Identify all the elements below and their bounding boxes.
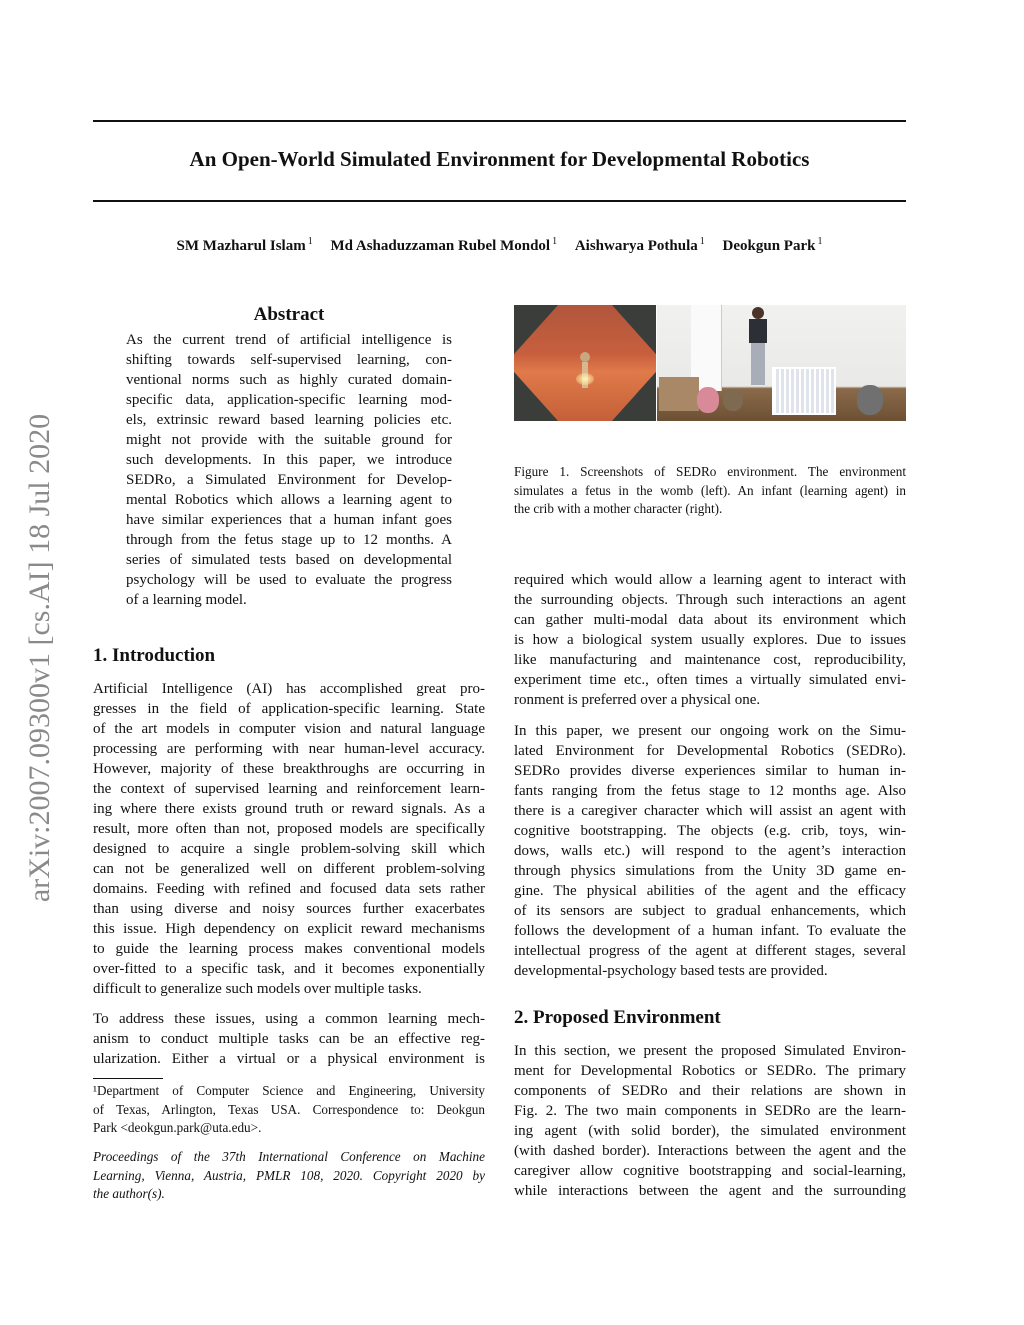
mother-legs	[751, 343, 765, 385]
text-line: ventional norms such as highly curated domain-	[126, 372, 452, 388]
fetus-head	[580, 352, 590, 362]
text-line: Proceedings of the 37th International Conference on Machine	[93, 1149, 485, 1164]
text-line: els, extrinsic reward based learning policies etc.	[126, 412, 452, 428]
text-line: can not be generalized well on different problem-solving	[93, 861, 485, 877]
text-line: Fig. 2. The two main components in SEDRo are the learn-	[514, 1103, 906, 1119]
text-line: difficult to generalize such models over multiple tasks.	[93, 981, 422, 997]
text-line: of its sensors are subject to gradual enhancements, which	[514, 903, 906, 919]
text-line: of the art models in computer vision and natural language	[93, 721, 485, 737]
text-line: dows, walls etc.) will respond to the agent’s interaction	[514, 843, 906, 859]
womb-screenshot	[514, 305, 656, 421]
text-line: (with dashed border). Interactions between the agent and the	[514, 1143, 906, 1159]
author-list	[93, 236, 906, 255]
text-line: the surrounding objects. Through such interactions an agent	[514, 592, 906, 608]
text-line: have similar experiences that a human infant goes	[126, 512, 452, 528]
text-line: designed to acquire a single problem-solving skill which	[93, 841, 485, 857]
text-line: gine. The physical abilities of the agent and the efficacy	[514, 883, 906, 899]
text-line: such developments. In this paper, we introduce	[126, 452, 452, 468]
text-line: ularization. Either a virtual or a physical environment is	[93, 1051, 485, 1067]
text-line: psychology will be used to evaluate the progress	[126, 572, 452, 588]
text-line: while interactions between the agent and the surrounding	[514, 1183, 906, 1199]
text-line: domains. Feeding with refined and focused data sets rather	[93, 881, 485, 897]
text-line: ing where there exists ground truth or reward signals. As a	[93, 801, 485, 817]
text-line: the context of supervised learning and reinforcement learn-	[93, 781, 485, 797]
nursery-screenshot	[657, 305, 906, 421]
text-line: is how a biological system usually explores. Due to issues	[514, 632, 906, 648]
author: Deokgun Park $^1$	[722, 236, 823, 254]
text-line: gresses in the field of application-specific learning. State	[93, 701, 485, 717]
text-line: developmental-psychology based tests are provided.	[514, 963, 828, 979]
text-line: cognitive bootstrapping. The objects (e.g. crib, toys, win-	[514, 823, 906, 839]
text-line: of Texas, Arlington, Texas USA. Correspondence to: Deokgun	[93, 1101, 485, 1117]
mother-head	[752, 307, 764, 319]
text-line: anism to conduct multiple tasks can be an effective reg-	[93, 1031, 485, 1047]
text-line: can gather multi-modal data about its environment which	[514, 612, 906, 628]
text-line: there is a caregiver character which will assist an agent with	[514, 803, 906, 819]
text-line: In this section, we present the proposed Simulated Environ-	[514, 1043, 906, 1059]
author: Md Ashaduzzaman Rubel Mondol $^1$	[330, 236, 558, 254]
mother-torso	[749, 319, 767, 343]
title-rule-bottom	[93, 200, 906, 202]
text-line: lated Environment for Developmental Robotics (SEDRo).	[514, 743, 906, 759]
text-line: Learning, Vienna, Austria, PMLR 108, 2020. Copyright 2020 by	[93, 1167, 485, 1183]
text-line: the author(s).	[93, 1186, 165, 1201]
text-line: SEDRo provides diverse experiences similar to human in-	[514, 763, 906, 779]
text-line: Artificial Intelligence (AI) has accomplished great pro-	[93, 681, 485, 697]
text-line: ronment is preferred over a physical one.	[514, 692, 761, 708]
author: SM Mazharul Islam $^1$	[176, 236, 313, 254]
text-line: To address these issues, using a common learning mech-	[93, 1011, 485, 1027]
text-line: caregiver allow cognitive bootstrapping and social-learning,	[514, 1163, 906, 1179]
text-line: to guide the learning process makes conventional models	[93, 941, 485, 957]
text-line: In this paper, we present our ongoing work on the Simu-	[514, 723, 906, 739]
grey-bear-toy	[857, 385, 883, 415]
crib	[772, 367, 836, 415]
text-line: shifting towards self-supervised learning, con-	[126, 352, 452, 368]
text-line: ment for Developmental Robotics or SEDRo. The primary	[514, 1063, 906, 1079]
text-line: follows the development of a human infant. To evaluate the	[514, 923, 906, 939]
text-line: series of simulated tests based on developmental	[126, 552, 452, 568]
text-line: over-fitted to a specific task, and it becomes exponentially	[93, 961, 485, 977]
text-line: SEDRo, a Simulated Environment for Develop-	[126, 472, 452, 488]
text-line: Park <deokgun.park@uta.edu>.	[93, 1120, 262, 1135]
text-line: than using diverse and noisy sources further exacerbates	[93, 901, 485, 917]
text-line: through from the fetus stage up to 12 months. A	[126, 532, 452, 548]
text-line: intellectual progress of the agent at different stages, several	[514, 943, 906, 959]
text-line: like manufacturing and maintenance cost, reproducibility,	[514, 652, 906, 668]
text-line: ¹Department of Computer Science and Engineering, University	[93, 1083, 485, 1098]
text-line: this issue. High dependency on explicit reward mechanisms	[93, 921, 485, 937]
pink-toy	[697, 387, 719, 413]
abstract-heading: Abstract	[253, 304, 325, 325]
arxiv-stamp: arXiv:2007.09300v1 [cs.AI] 18 Jul 2020	[23, 413, 56, 903]
fetus-glow	[576, 373, 594, 385]
text-line: experiment time etc., often times a virtually simulated envi-	[514, 672, 906, 688]
paper-title: An Open-World Simulated Environment for Developmental Robotics	[189, 147, 810, 171]
text-line: processing are performing with near human-level accuracy.	[93, 741, 485, 757]
cardboard-box	[659, 377, 699, 411]
brown-toy	[723, 389, 743, 411]
author: Aishwarya Pothula $^1$	[574, 236, 705, 254]
section-2-heading: 2. Proposed Environment	[514, 1007, 721, 1028]
footnote-rule	[93, 1078, 163, 1079]
text-line: fants ranging from the fetus stage to 12 months age. Also	[514, 783, 906, 799]
text-line: might not provide with the suitable ground for	[126, 432, 452, 448]
text-line: ing agent (with solid border), the simulated environment	[514, 1123, 906, 1139]
text-line: result, more often than not, proposed models are specifically	[93, 821, 485, 837]
text-line: through physics simulations from the Unity 3D game en-	[514, 863, 906, 879]
text-line: specific data, application-specific learning mod-	[126, 392, 452, 408]
text-line: simulates a fetus in the womb (left). An infant (learning agent) in	[514, 482, 906, 498]
text-line: As the current trend of artificial intelligence is	[126, 332, 452, 348]
text-line: mental Robotics which allows a learning agent to	[126, 492, 452, 508]
text-line: of a learning model.	[126, 592, 247, 608]
text-line: the crib with a mother character (right).	[514, 501, 723, 516]
intro-heading: 1. Introduction	[93, 645, 216, 666]
text-line: components of SEDRo and their relations are shown in	[514, 1083, 906, 1099]
text-line: However, majority of these breakthroughs are occurring in	[93, 761, 485, 777]
title-rule-top	[93, 120, 906, 122]
text-line: required which would allow a learning agent to interact with	[514, 572, 906, 588]
text-line: Figure 1. Screenshots of SEDRo environment. The environment	[514, 464, 906, 479]
